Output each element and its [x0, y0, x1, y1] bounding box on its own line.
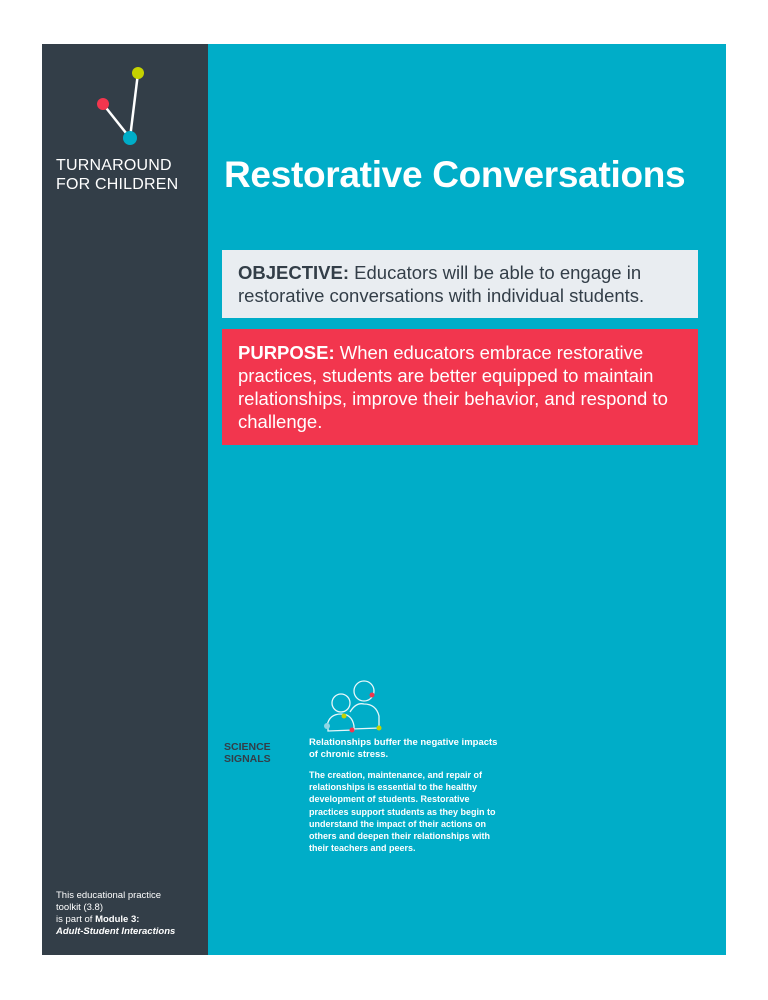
objective-box: [222, 250, 698, 318]
science-signals-label: SCIENCE SIGNALS: [224, 741, 271, 765]
purpose-box: [222, 329, 698, 445]
org-name-line2: FOR CHILDREN: [56, 176, 179, 193]
sidebar: [42, 44, 208, 955]
purpose-label: PURPOSE:: [238, 342, 335, 363]
module-note-line1: This educational practice: [56, 890, 162, 901]
two-people-icon: [316, 678, 386, 736]
objective-label: OBJECTIVE:: [238, 262, 350, 283]
module-note-line3: is part of Module 3:: [56, 914, 140, 925]
org-name: [56, 156, 178, 194]
module-name: Adult-Student Interactions: [56, 926, 176, 937]
module-note-line2: toolkit (3.8): [56, 902, 103, 913]
connected-dots-logo-icon: [90, 62, 160, 152]
science-signals-body: The creation, maintenance, and repair of relationships is essential to the healthy development of students. Restorative practices support students as they begin to understand the impact of their actions on others and deepen their relationships with their teachers and peers.: [309, 770, 496, 854]
objective-text: Educators will be able to engage in restorative conversations with individual students.: [238, 262, 645, 306]
science-signals-headline: Relationships buffer the negative impacts of chronic stress.: [309, 737, 498, 760]
page-title: Restorative Conversations: [224, 154, 686, 195]
module-number: Module 3:: [95, 914, 140, 925]
purpose-text: When educators embrace restorative practices, students are better equipped to maintain relationships, improve their behavior, and respond to challenge.: [238, 342, 668, 432]
document-page: [42, 44, 726, 955]
org-name-line1: TURNAROUND: [56, 157, 172, 174]
main-panel: [208, 44, 726, 955]
module-note: [56, 890, 175, 938]
